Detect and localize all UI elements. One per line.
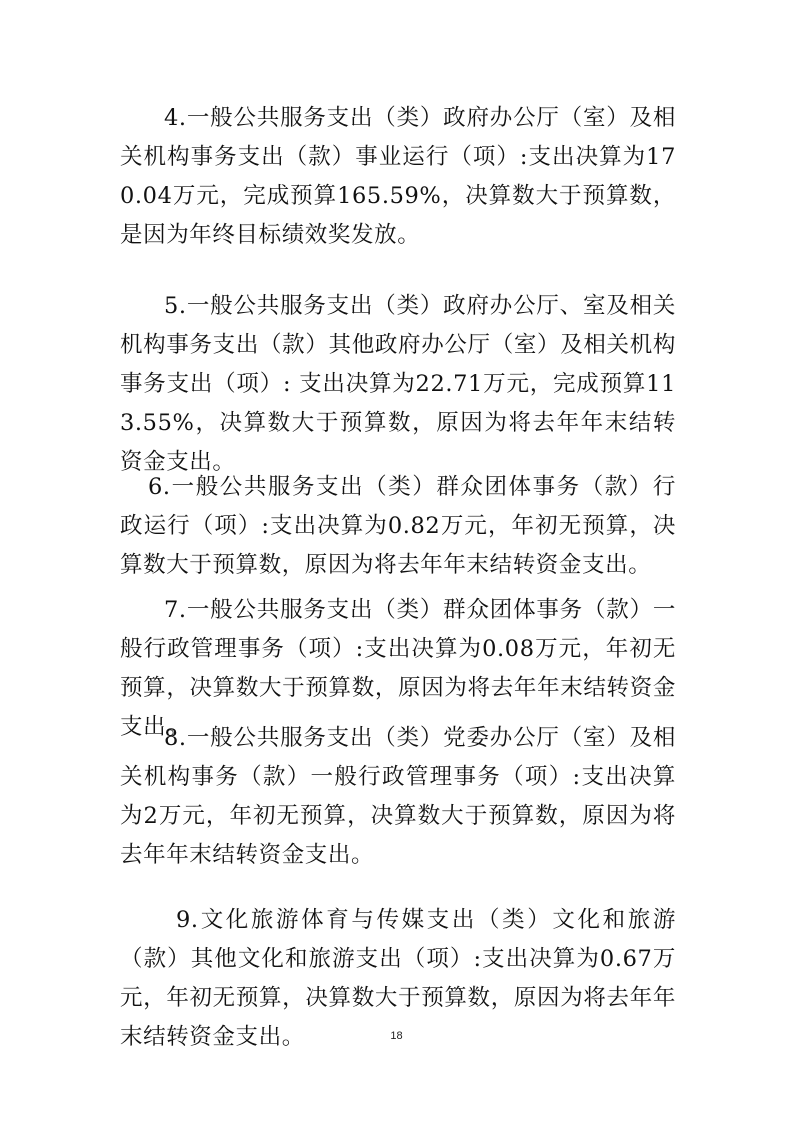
page-number: 18 [390, 1030, 403, 1042]
paragraph-item-7: 7.一般公共服务支出（类）群众团体事务（款）一般行政管理事务（项）:支出决算为0.08万元，年初无预算，决算数大于预算数，原因为将去年年末结转资金支出。 [120, 597, 676, 740]
paragraph-item-6: 6.一般公共服务支出（类）群众团体事务（款）行政运行（项）:支出决算为0.82万元，年初无预算，决算数大于预算数，原因为将去年年末结转资金支出。 [120, 474, 676, 578]
paragraph-item-5: 5.一般公共服务支出（类）政府办公厅、室及相关机构事务支出（款）其他政府办公厅（室）及相关机构事务支出（项）: 支出决算为22.71万元，完成预算113.55%，决算数大于预算数，原因为将去年年末结转资金支出。 [120, 293, 676, 475]
paragraph-item-9: 9.文化旅游体育与传媒支出（类）文化和旅游（款）其他文化和旅游支出（项）:支出决算为0.67万元，年初无预算，决算数大于预算数，原因为将去年年末结转资金支出。 [120, 907, 676, 1050]
paragraph-item-8: 8.一般公共服务支出（类）党委办公厅（室）及相关机构事务（款）一般行政管理事务（项）:支出决算为2万元，年初无预算，决算数大于预算数，原因为将去年年末结转资金支出。 [120, 725, 676, 868]
paragraph-item-4: 4.一般公共服务支出（类）政府办公厅（室）及相关机构事务支出（款）事业运行（项）:支出决算为170.04万元，完成预算165.59%，决算数大于预算数，是因为年终目标绩效奖发放。 [120, 105, 676, 248]
